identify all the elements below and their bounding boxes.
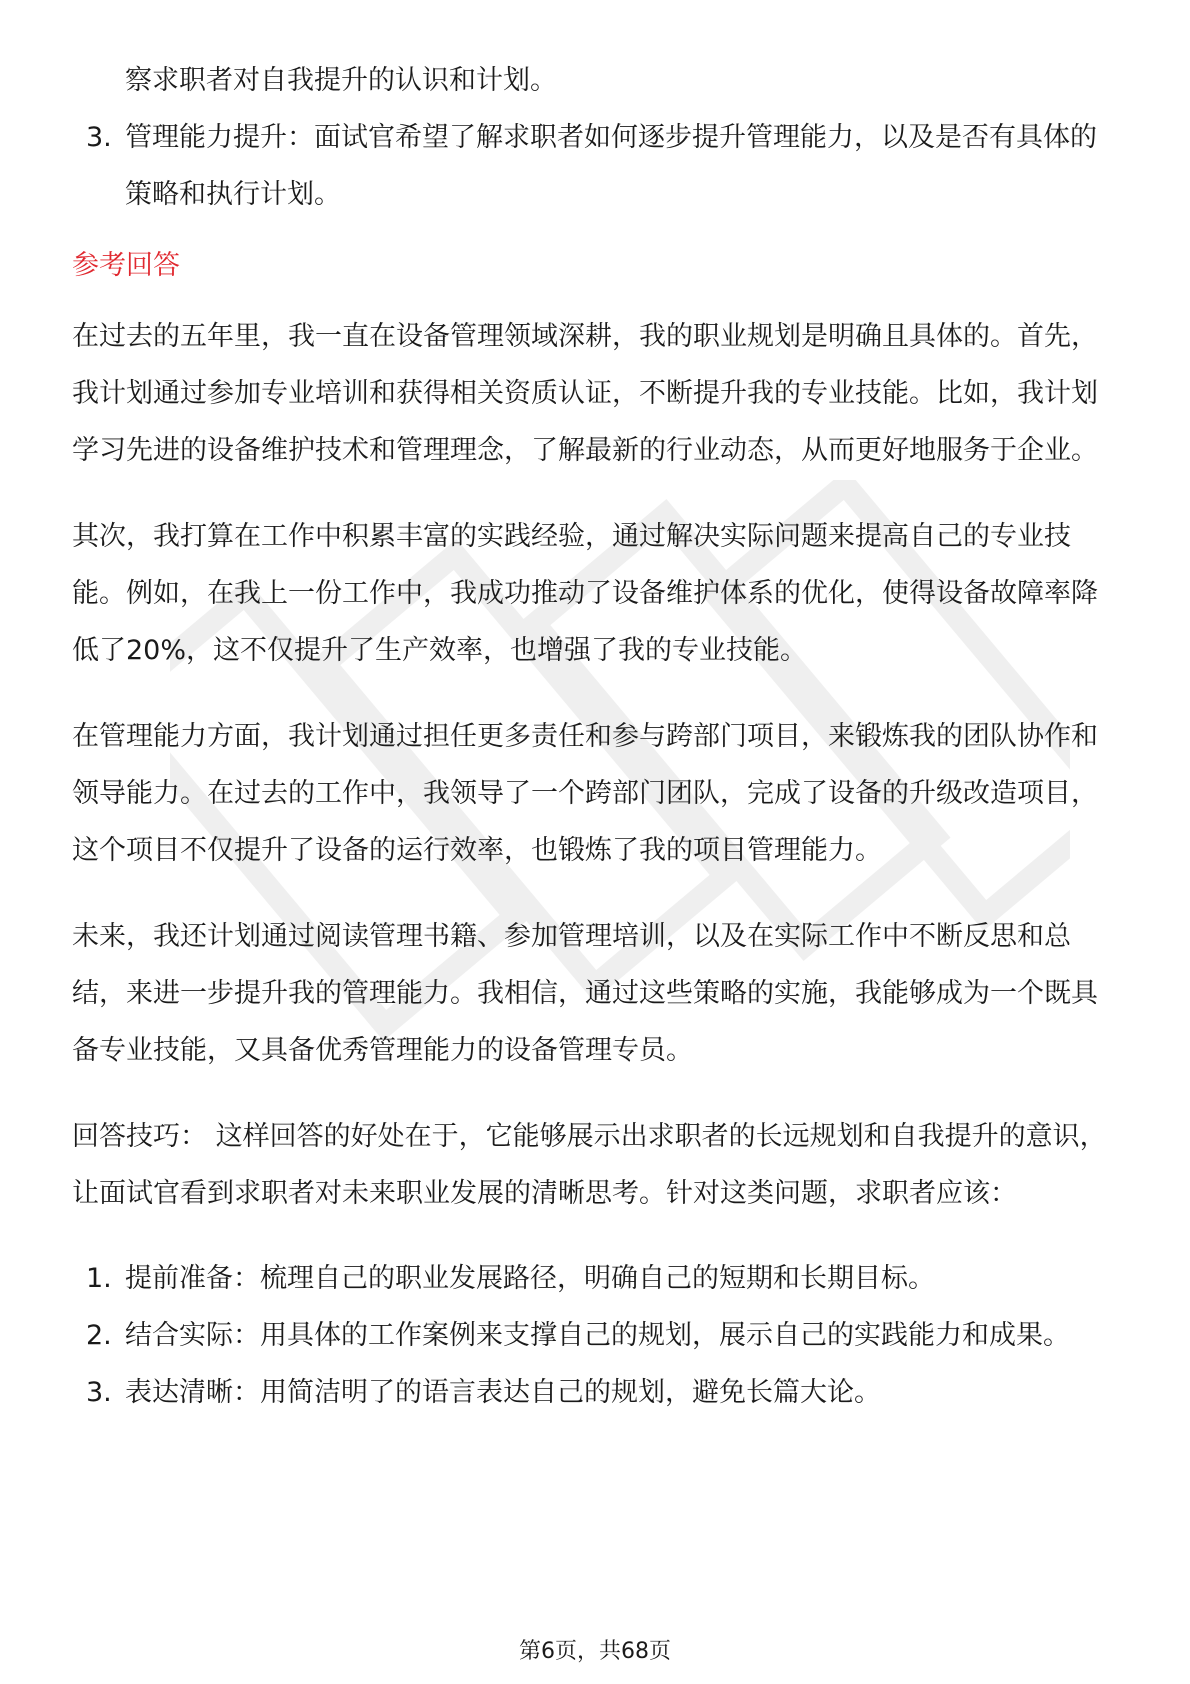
- answer-paragraph-1: 在过去的五年里，我一直在设备管理领域深耕，我的职业规划是明确且具体的。首先，我计划通过参加专业培训和获得相关资质认证，不断提升我的专业技能。比如，我计划学习先进的设备维护技术和管理理念，了解最新的行业动态，从而更好地服务于企业。: [72, 321, 1098, 466]
- list-item-number: 3.: [86, 122, 112, 153]
- list-item: [72, 1250, 1122, 1307]
- list-item-number: 3.: [86, 1377, 112, 1408]
- list-item-text: 结合实际：用具体的工作案例来支撑自己的规划，展示自己的实践能力和成果。: [125, 1320, 1070, 1351]
- list-item: [72, 109, 1122, 223]
- answer-paragraph-2: 其次，我打算在工作中积累丰富的实践经验，通过解决实际问题来提高自己的专业技能。例如，在我上一份工作中，我成功推动了设备维护体系的优化，使得设备故障率降低了20%，这不仅提升了生产效率，也增强了我的专业技能。: [72, 521, 1098, 666]
- list-item: [72, 1307, 1122, 1364]
- page-footer: 第6页，共68页: [519, 1639, 671, 1664]
- evaluation-points-list: [72, 109, 1122, 223]
- list-item: [72, 1364, 1122, 1421]
- list-item-text: 表达清晰：用简洁明了的语言表达自己的规划，避免长篇大论。: [125, 1377, 881, 1408]
- answer-paragraph-3: 在管理能力方面，我计划通过担任更多责任和参与跨部门项目，来锻炼我的团队协作和领导能力。在过去的工作中，我领导了一个跨部门团队，完成了设备的升级改造项目，这个项目不仅提升了设备的运行效率，也锻炼了我的项目管理能力。: [72, 721, 1098, 866]
- answer-tips-paragraph: 回答技巧： 这样回答的好处在于，它能够展示出求职者的长远规划和自我提升的意识，让面试官看到求职者对未来职业发展的清晰思考。针对这类问题，求职者应该：: [72, 1121, 1107, 1209]
- list-item-text: 管理能力提升：面试官希望了解求职者如何逐步提升管理能力，以及是否有具体的策略和执行计划。: [125, 122, 1097, 210]
- section-heading: 参考回答: [72, 250, 180, 281]
- list-item-number: 1.: [86, 1263, 112, 1294]
- document-body: [72, 52, 1122, 1421]
- list-item-continuation: 察求职者对自我提升的认识和计划。: [125, 65, 557, 96]
- list-item-number: 2.: [86, 1320, 112, 1351]
- tips-list: [72, 1250, 1122, 1421]
- answer-paragraph-4: 未来，我还计划通过阅读管理书籍、参加管理培训，以及在实际工作中不断反思和总结，来进一步提升我的管理能力。我相信，通过这些策略的实施，我能够成为一个既具备专业技能，又具备优秀管理能力的设备管理专员。: [72, 921, 1098, 1066]
- list-item-text: 提前准备：梳理自己的职业发展路径，明确自己的短期和长期目标。: [125, 1263, 935, 1294]
